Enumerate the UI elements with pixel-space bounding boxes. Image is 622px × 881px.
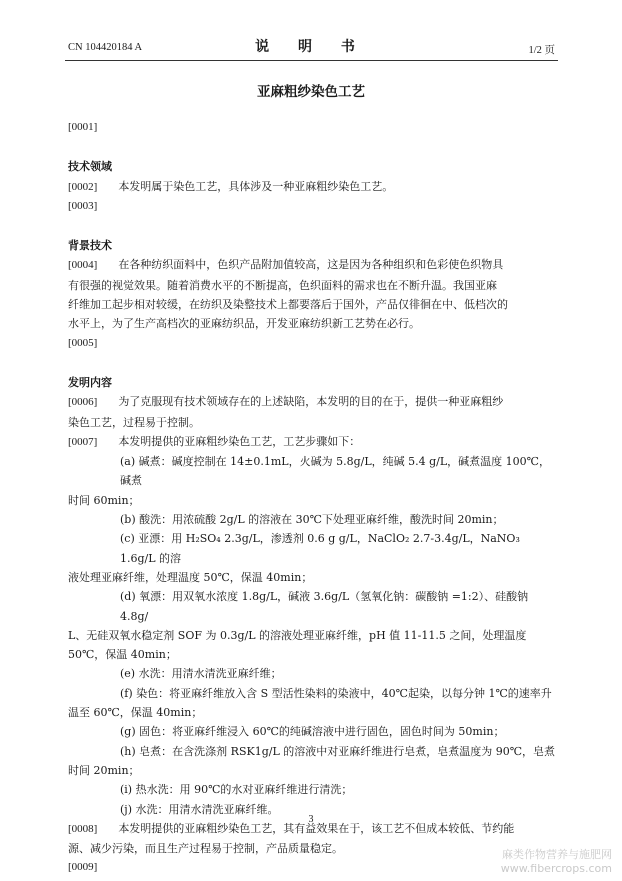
process-step-d-cont: L、无硅双氧水稳定剂 SOF 为 0.3g/L 的溶液处理亚麻纤维，pH 值 11-11.5 之间，处理温度 <box>68 628 527 642</box>
process-step-h-cont: 时间 20min； <box>68 763 140 777</box>
paragraph-number: [0002] <box>68 180 98 193</box>
process-step-b: (b) 酸洗：用浓硫酸 2g/L 的溶液在 30℃下处理亚麻纤维，酸洗时间 20min； <box>120 513 504 527</box>
paragraph-0006 <box>68 392 558 412</box>
process-step-h: (h) 皂煮：在含洗涤剂 RSK1g/L 的溶液中对亚麻纤维进行皂煮，皂煮温度为 90℃，皂煮 <box>120 744 556 758</box>
paragraph-text: 在各种纺织面料中，色织产品附加值较高，这是因为各种组织和色彩使色织物具 <box>118 258 504 272</box>
paragraph-text: 有很强的视觉效果。随着消费水平的不断提高，色织面料的需求也在不断升温。我国亚麻 <box>68 278 497 292</box>
paragraph-number: [0006] <box>68 396 98 409</box>
paragraph-text: 本发明属于染色工艺，具体涉及一种亚麻粗纱染色工艺。 <box>118 179 394 193</box>
section-heading-field: 技术领域 <box>68 160 112 174</box>
paragraph-text: 染色工艺，过程易于控制。 <box>68 415 200 429</box>
process-step-c-cont: 液处理亚麻纤维，处理温度 50℃，保温 40min； <box>68 570 313 584</box>
process-step-g: (g) 固色：将亚麻纤维浸入 60℃的纯碱溶液中进行固色，固色时间为 50min； <box>120 725 505 739</box>
patent-number: CN 104420184 A <box>68 42 143 53</box>
paragraph-text: 水平上，为了生产高档次的亚麻纺织品，开发亚麻纺织新工艺势在必行。 <box>68 317 420 331</box>
document-title: 亚麻粗纱染色工艺 <box>257 84 365 100</box>
paragraph-text: 源、减少污染，而且生产过程易于控制，产品质量稳定。 <box>68 842 343 856</box>
document-body <box>68 118 558 878</box>
process-step-f: (f) 染色：将亚麻纤维放入含 S 型活性染料的染液中，40℃起染，以每分钟 1℃的速率升 <box>120 686 552 700</box>
paragraph-0002 <box>68 177 558 197</box>
process-step-j: (j) 水洗：用清水清洗亚麻纤维。 <box>120 802 279 816</box>
paragraph-0007 <box>68 432 558 452</box>
paragraph-0004 <box>68 255 558 275</box>
paragraph-text: 为了克服现有技术领域存在的上述缺陷，本发明的目的在于，提供一种亚麻粗纱 <box>118 395 504 409</box>
watermark <box>501 848 612 876</box>
watermark-line: 麻类作物营养与施肥网 <box>502 848 612 861</box>
paragraph-text: 本发明提供的亚麻粗纱染色工艺，其有益效果在于，该工艺不但成本较低、节约能 <box>118 821 515 835</box>
process-step-f-cont: 温至 60℃，保温 40min； <box>68 706 203 720</box>
header-divider <box>65 60 558 61</box>
section-title: 说 明 书 <box>255 39 367 55</box>
paragraph-number: [0008] <box>68 822 98 835</box>
process-step-d-cont: 50℃，保温 40min； <box>68 648 177 662</box>
paragraph-number: [0004] <box>68 259 98 272</box>
paragraph-number: [0005] <box>68 336 98 349</box>
process-step-e: (e) 水洗：用清水清洗亚麻纤维； <box>120 667 282 681</box>
page-indicator: 1/2 页 <box>528 45 555 56</box>
process-step-d: (d) 氧漂：用双氧水浓度 1.8g/L，碱液 3.6g/L（氢氧化钠：碳酸钠 =1:2）、硅酸钠 4.8g/ <box>120 590 529 623</box>
section-heading-background: 背景技术 <box>68 239 112 253</box>
paragraph-text: 本发明提供的亚麻粗纱染色工艺，工艺步骤如下： <box>118 434 361 448</box>
page-number: 3 <box>308 814 314 825</box>
paragraph-number: [0003] <box>68 199 98 212</box>
process-step-a-cont: 时间 60min； <box>68 493 140 507</box>
page-header <box>0 0 622 60</box>
paragraph-text: 纤维加工起步相对较缓，在纺织及染整技术上都要落后于国外，产品仅徘徊在中、低档次的 <box>68 298 508 312</box>
process-step-i: (i) 热水洗：用 90℃的水对亚麻纤维进行清洗； <box>120 783 353 797</box>
process-step-a: (a) 碱煮：碱度控制在 14±0.1mL，火碱为 5.8g/L，纯碱 5.4 g/L，碱煮温度 100℃，碱煮 <box>120 455 550 488</box>
paragraph-number: [0001] <box>68 121 98 133</box>
section-heading-content: 发明内容 <box>68 375 112 389</box>
paragraph-number: [0007] <box>68 435 98 448</box>
process-step-c: (c) 亚漂：用 H₂SO₄ 2.3g/L，渗透剂 0.6 g g/L，NaClO₂ 2.7-3.4g/L，NaNO₃ 1.6g/L 的溶 <box>120 532 520 565</box>
watermark-url: www.fibercrops.com <box>500 862 612 875</box>
paragraph-number: [0009] <box>68 861 98 874</box>
